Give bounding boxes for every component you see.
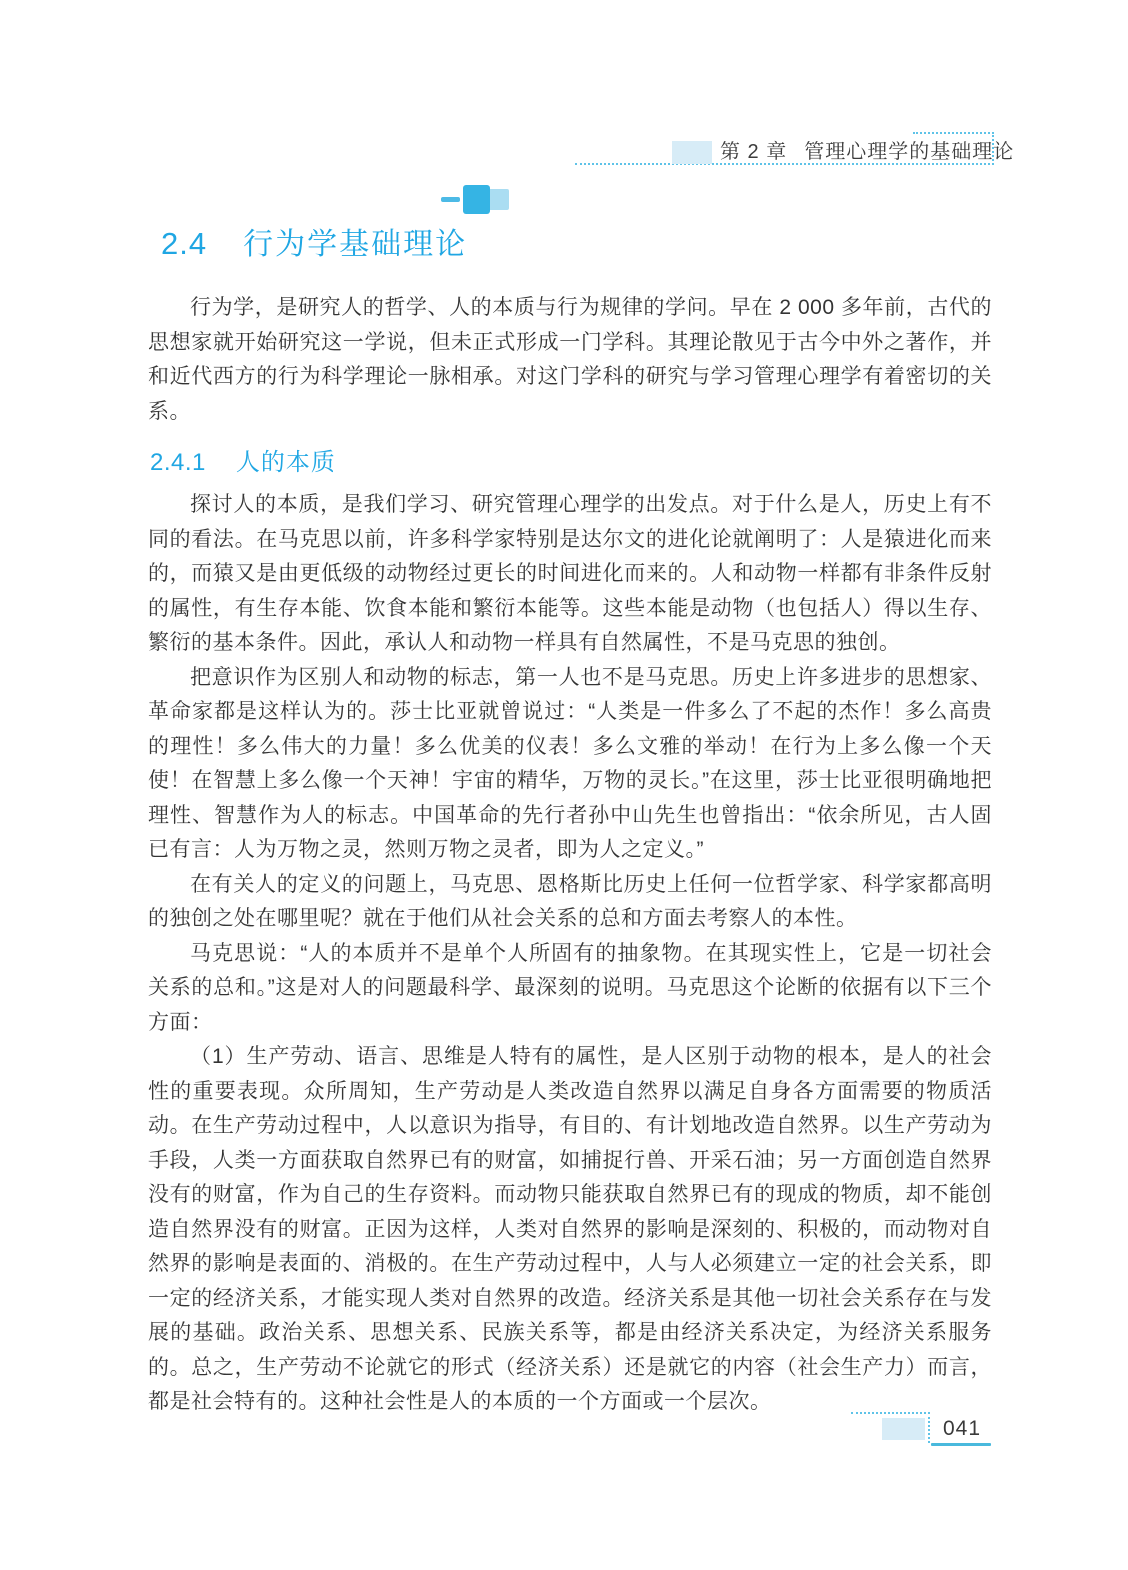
header-accent-rect bbox=[672, 141, 712, 164]
section-number: 2.4 bbox=[161, 226, 208, 261]
footer-dotted-divider bbox=[928, 1412, 930, 1443]
subsection-number: 2.4.1 bbox=[150, 449, 206, 476]
marker-square-icon bbox=[463, 185, 490, 214]
body-text bbox=[148, 291, 992, 1420]
subsection-title-text: 人的本质 bbox=[235, 449, 336, 476]
paragraph: 马克思说：“人的本质并不是单个人所固有的抽象物。在其现实性上，它是一切社会关系的总和。”这是对人的问题最科学、最深刻的说明。马克思这个论断的依据有以下三个方面： bbox=[148, 941, 992, 1034]
intro-paragraph: 行为学，是研究人的哲学、人的本质与行为规律的学问。早在 2 000 多年前，古代的思想家就开始研究这一学说，但未正式形成一门学科。其理论散见于古今中外之著作，并和近代西方的行为科学理论一脉相承。对这门学科的研究与学习管理心理学有着密切的关系。 bbox=[148, 296, 992, 423]
paragraph: （1）生产劳动、语言、思维是人特有的属性，是人区别于动物的根本，是人的社会性的重要表现。众所周知，生产劳动是人类改造自然界以满足自身各方面需要的物质活动。在生产劳动过程中，人以意识为指导，有目的、有计划地改造自然界。以生产劳动为手段，人类一方面获取自然界已有的财富，如捕捉行兽、开采石油；另一方面创造自然界没有的财富，作为自己的生存资料。而动物只能获取自然界已有的现成的物质，却不能创造自然界没有的财富。正因为这样，人类对自然界的影响是深刻的、积极的，而动物对自然界的影响是表面的、消极的。在生产劳动过程中，人与人必须建立一定的社会关系，即一定的经济关系，才能实现人类对自然界的改造。经济关系是其他一切社会关系存在与发展的基础。政治关系、思想关系、民族关系等，都是由经济关系决定，为经济关系服务的。总之，生产劳动不论就它的形式（经济关系）还是就它的内容（社会生产力）而言，都是社会特有的。这种社会性是人的本质的一个方面或一个层次。 bbox=[148, 1045, 992, 1413]
subsection-title bbox=[150, 442, 992, 477]
paragraph: 探讨人的本质，是我们学习、研究管理心理学的出发点。对于什么是人，历史上有不同的看法。在马克思以前，许多科学家特别是达尔文的进化论就阐明了：人是猿进化而来的，而猿又是由更低级的动物经过更长的时间进化而来的。人和动物一样都有非条件反射的属性，有生存本能、饮食本能和繁衍本能等。这些本能是动物（也包括人）得以生存、繁衍的基本条件。因此，承认人和动物一样具有自然属性，不是马克思的独创。 bbox=[148, 493, 992, 654]
paragraph: 把意识作为区别人和动物的标志，第一人也不是马克思。历史上许多进步的思想家、革命家都是这样认为的。莎士比亚就曾说过：“人类是一件多么了不起的杰作！多么高贵的理性！多么伟大的力量！多么优美的仪表！多么文雅的举动！在行为上多么像一个天使！在智慧上多么像一个天神！宇宙的精华，万物的灵长。”在这里，莎士比亚很明确地把理性、智慧作为人的标志。中国革命的先行者孙中山先生也曾指出：“依余所见，古人固已有言：人为万物之灵，然则万物之灵者，即为人之定义。” bbox=[148, 665, 992, 861]
paragraph: 在有关人的定义的问题上，马克思、恩格斯比历史上任何一位哲学家、科学家都高明的独创之处在哪里呢？就在于他们从社会关系的总和方面去考察人的本性。 bbox=[148, 872, 992, 930]
page-number: 041 bbox=[942, 1417, 982, 1440]
chapter-title: 管理心理学的基础理论 bbox=[804, 140, 1015, 163]
section-marker-icon bbox=[441, 184, 509, 214]
running-head bbox=[720, 136, 1014, 162]
section-title-text: 行为学基础理论 bbox=[243, 228, 468, 261]
footer-accent-rect bbox=[882, 1418, 925, 1440]
footer-dotted-rule bbox=[851, 1412, 930, 1414]
marker-dash-icon bbox=[441, 197, 460, 202]
page-number-underline bbox=[931, 1443, 991, 1446]
chapter-number: 第 2 章 bbox=[720, 140, 788, 163]
marker-square-light-icon bbox=[488, 189, 509, 210]
section-title bbox=[161, 219, 467, 263]
